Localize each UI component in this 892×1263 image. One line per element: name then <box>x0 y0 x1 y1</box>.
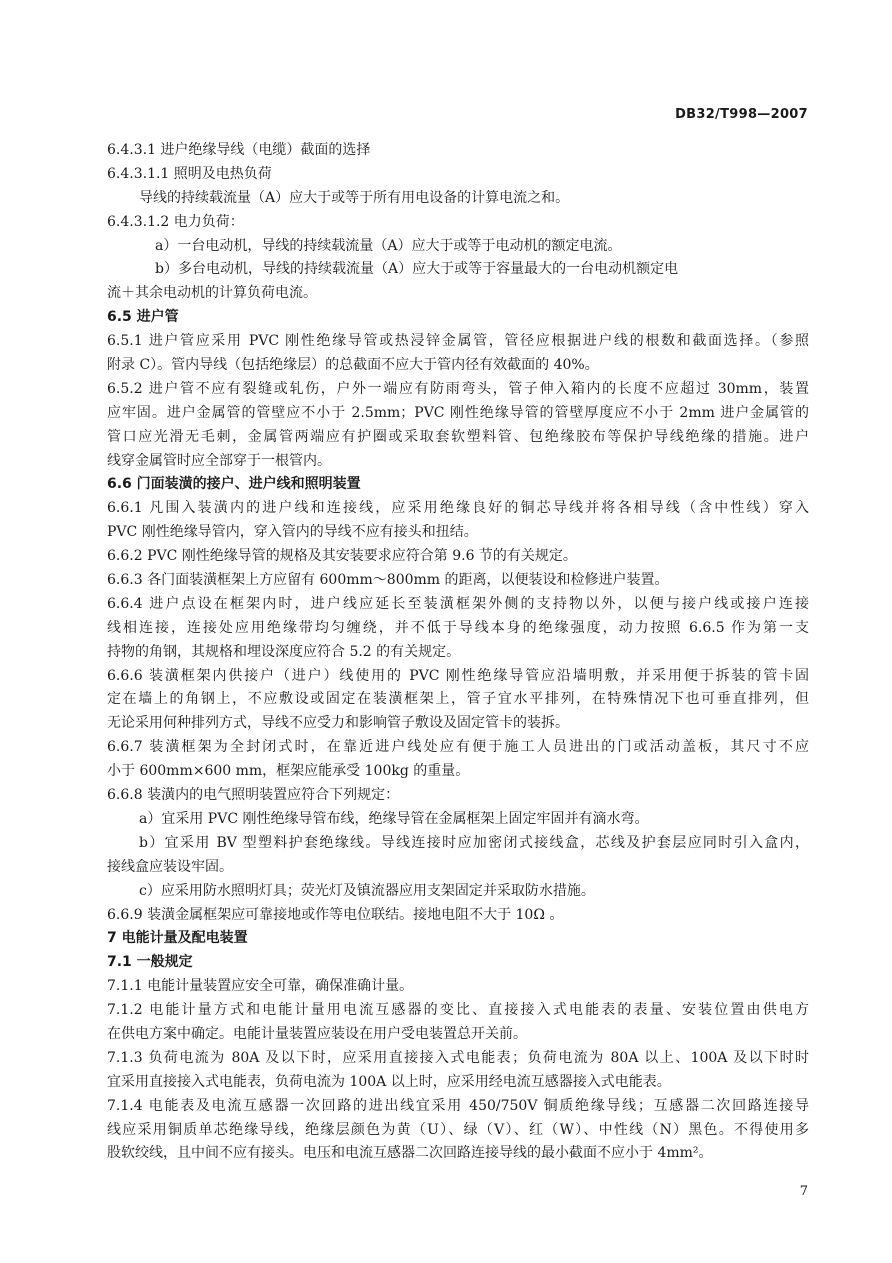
text-line: 流＋其余电动机的计算负荷电流。 <box>107 285 317 302</box>
text-line: c）应采用防水照明灯具；荧光灯及镇流器应用支架固定并采取防水措施。 <box>139 882 595 899</box>
text-line: 附录 C）。管内导线（包括绝缘层）的总截面不应大于管内径有效截面的 40%。 <box>107 357 599 374</box>
text-line: 6.6.4 进户点设在框架内时，进户线应延长至装潢框架外侧的支持物以外，以便与接户线或接户连接 <box>107 595 809 612</box>
text-line: 管口应光滑无毛刺，金属管两端应有护圈或采取套软塑料管、包绝缘胶布等保护导线绝缘的措施。进户 <box>107 428 809 445</box>
text-line: 6.5 进户管 <box>107 309 179 326</box>
page-number: 7 <box>799 1184 808 1199</box>
text-line: 6.6.7 装潢框架为全封闭式时，在靠近进户线处应有便于施工人员进出的门或活动盖板，其尺寸不应 <box>107 739 809 756</box>
document-code: DB32/T998—2007 <box>675 107 808 122</box>
document-body <box>107 139 809 1166</box>
text-line: 6.6.9 装潢金属框架应可靠接地或作等电位联结。接地电阻不大于 10Ω 。 <box>107 906 564 923</box>
text-line: 宜采用直接接入式电能表，负荷电流为 100A 以上时，应采用经电流互感器接入式电能表。 <box>107 1073 671 1090</box>
text-line: 线穿金属管时应全部穿于一根管内。 <box>107 452 331 469</box>
text-line: 接线盒应装设牢固。 <box>107 858 233 875</box>
text-line: 导线的持续载流量（A）应大于或等于所有用电设备的计算电流之和。 <box>139 189 570 206</box>
text-line: 在供电方案中确定。电能计量装置应装设在用户受电装置总开关前。 <box>107 1025 527 1042</box>
text-line: 线应采用铜质单芯绝缘导线，绝缘层颜色为黄（U）、绿（V）、红（W）、中性线（N）黑色。不得使用多 <box>107 1121 809 1138</box>
text-line: 6.6.8 装潢内的电气照明装置应符合下列规定： <box>107 787 400 804</box>
text-line: 6.4.3.1 进户绝缘导线（电缆）截面的选择 <box>107 142 371 158</box>
text-line: 7.1.4 电能表及电流互感器一次回路的进出线宜采用 450/750V 铜质绝缘导线；互感器二次回路连接导 <box>107 1097 809 1114</box>
text-line: 7.1.2 电能计量方式和电能计量用电流互感器的变比、直接接入式电能表的表量、安装位置由供电方 <box>107 1002 809 1019</box>
text-line: 6.5.2 进户管不应有裂缝或轧伤，户外一端应有防雨弯头，管子伸入箱内的长度不应超过 30mm，装置 <box>107 380 809 397</box>
text-line: 7.1.3 负荷电流为 80A 及以下时，应采用直接接入式电能表；负荷电流为 80A 以上、100A 及以下时时 <box>107 1049 809 1066</box>
text-line: 定在墙上的角钢上，不应敷设或固定在装潢框架上，管子宜水平排列，在特殊情况下也可垂直排列，但 <box>107 691 809 708</box>
text-line: b）宜采用 BV 型塑料护套绝缘线。导线连接时应加密闭式接线盒，芯线及护套层应同时引入盒内， <box>139 834 809 851</box>
text-line: 股软绞线，且中间不应有接头。电压和电流互感器二次回路连接导线的最小截面不应小于 4mm²。 <box>107 1145 713 1162</box>
text-line: 6.6 门面装潢的接户、进户线和照明装置 <box>107 476 361 493</box>
text-line: 小于 600mm×600 mm，框架应能承受 100kg 的重量。 <box>107 763 470 780</box>
text-line: a）宜采用 PVC 刚性绝缘导管布线，绝缘导管在金属框架上固定牢固并有滴水弯。 <box>139 810 649 827</box>
text-line: 7.1.1 电能计量装置应安全可靠，确保准确计量。 <box>107 978 414 995</box>
text-line: 线相连接，连接处应用绝缘带均匀缠绕，并不低于导线本身的绝缘强度，动力按照 6.6.5 作为第一支 <box>107 619 809 636</box>
text-line: 7.1 一般规定 <box>107 954 193 971</box>
text-line: 6.6.6 装潢框架内供接户（进户）线使用的 PVC 刚性绝缘导管应沿墙明敷，并采用便于拆装的管卡固 <box>107 667 809 684</box>
text-line: 6.5.1 进户管应采用 PVC 刚性绝缘导管或热浸锌金属管，管径应根据进户线的根数和截面选择。（参照 <box>107 333 809 350</box>
text-line: 7 电能计量及配电装置 <box>107 930 248 947</box>
text-line: 6.4.3.1.2 电力负荷： <box>107 213 244 230</box>
text-line: 6.6.3 各门面装潢框架上方应留有 600mm～800mm 的距离，以便装设和检修进户装置。 <box>107 572 669 589</box>
text-line: 6.6.2 PVC 刚性绝缘导管的规格及其安装要求应符合第 9.6 节的有关规定。 <box>107 548 577 565</box>
text-line: 持物的角钢，其规格和埋设深度应符合 5.2 的有关规定。 <box>107 643 461 660</box>
text-line: b）多台电动机，导线的持续载流量（A）应大于或等于容量最大的一台电动机额定电 <box>155 261 679 278</box>
text-line: a）一台电动机，导线的持续载流量（A）应大于或等于电动机的额定电流。 <box>155 237 622 254</box>
text-line: 6.6.1 凡围入装潢内的进户线和连接线，应采用绝缘良好的铜芯导线并将各相导线（含中性线）穿入 <box>107 500 809 517</box>
text-line: 6.4.3.1.1 照明及电热负荷 <box>107 165 272 182</box>
text-line: 无论采用何种排列方式，导线不应受力和影响管子敷设及固定管卡的装拆。 <box>107 715 569 732</box>
text-line: 应牢固。进户金属管的管壁应不小于 2.5mm；PVC 刚性绝缘导管的管壁厚度应不小于 2mm 进户金属管的 <box>107 404 809 421</box>
text-line: PVC 刚性绝缘导管内，穿入管内的导线不应有接头和扭结。 <box>107 524 478 541</box>
